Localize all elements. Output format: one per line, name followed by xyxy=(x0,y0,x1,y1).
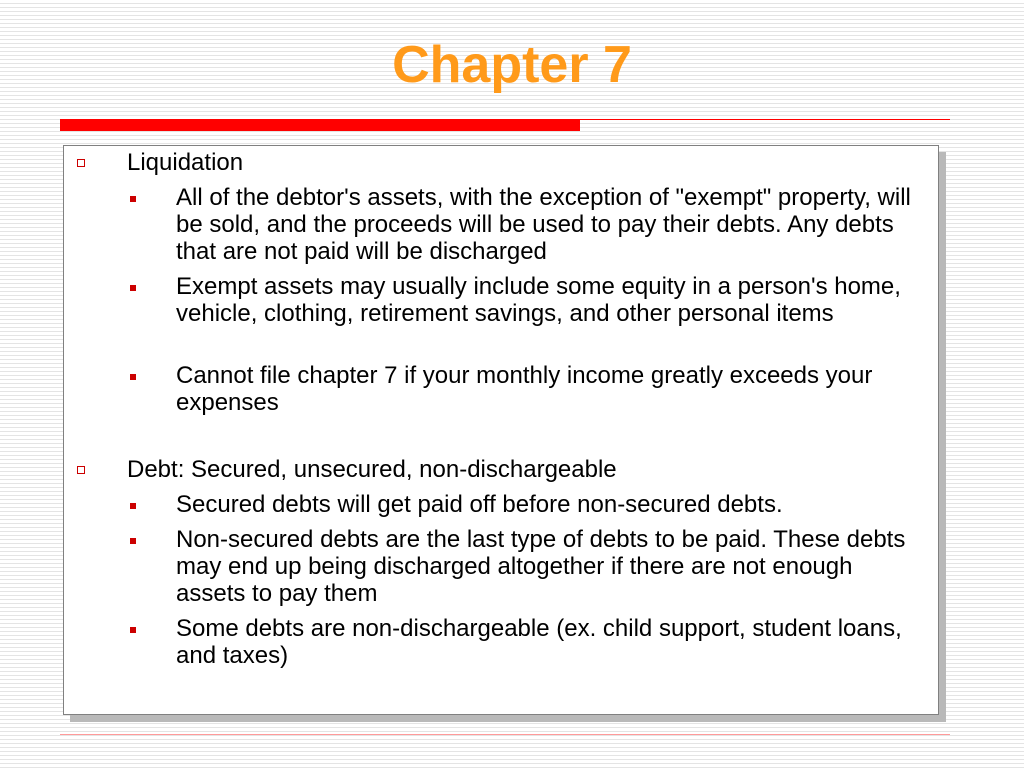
filled-square-bullet-icon xyxy=(130,196,136,202)
list-item xyxy=(64,491,938,518)
slide-title: Chapter 7 xyxy=(392,36,632,94)
list-item xyxy=(64,362,938,416)
hollow-square-bullet-icon xyxy=(77,159,85,167)
section-heading-text: Liquidation xyxy=(127,149,244,176)
list-item-text: Non-secured debts are the last type of debts to be paid. These debts may end up being discharged altogether if there are not enough assets to pay them xyxy=(176,526,906,607)
list-item xyxy=(64,615,938,669)
list-item-text: Secured debts will get paid off before non-secured debts. xyxy=(176,491,783,518)
section-heading-debt xyxy=(64,456,1001,483)
hollow-square-bullet-icon xyxy=(77,466,85,474)
list-item-text: Exempt assets may usually include some equity in a person's home, vehicle, clothing, retirement savings, and other personal items xyxy=(176,273,901,327)
footer-rule xyxy=(60,734,950,735)
list-item-text: Cannot file chapter 7 if your monthly income greatly exceeds your expenses xyxy=(176,362,873,416)
title-underline-thin xyxy=(580,119,950,120)
list-item xyxy=(64,273,938,327)
list-item xyxy=(64,184,938,265)
list-item-text: All of the debtor's assets, with the exception of "exempt" property, will be sold, and the proceeds will be used to pay their debts. Any debts that are not paid will be discharged xyxy=(176,184,911,265)
filled-square-bullet-icon xyxy=(130,627,136,633)
content-box xyxy=(63,145,939,715)
filled-square-bullet-icon xyxy=(130,374,136,380)
bullet-content xyxy=(64,146,938,714)
filled-square-bullet-icon xyxy=(130,538,136,544)
filled-square-bullet-icon xyxy=(130,285,136,291)
section-heading-liquidation xyxy=(64,149,1001,176)
title-underline-thick xyxy=(60,119,580,131)
filled-square-bullet-icon xyxy=(130,503,136,509)
section-heading-text: Debt: Secured, unsecured, non-dischargeable xyxy=(127,456,617,483)
list-item-text: Some debts are non-dischargeable (ex. child support, student loans, and taxes) xyxy=(176,615,902,669)
list-item xyxy=(64,526,938,607)
